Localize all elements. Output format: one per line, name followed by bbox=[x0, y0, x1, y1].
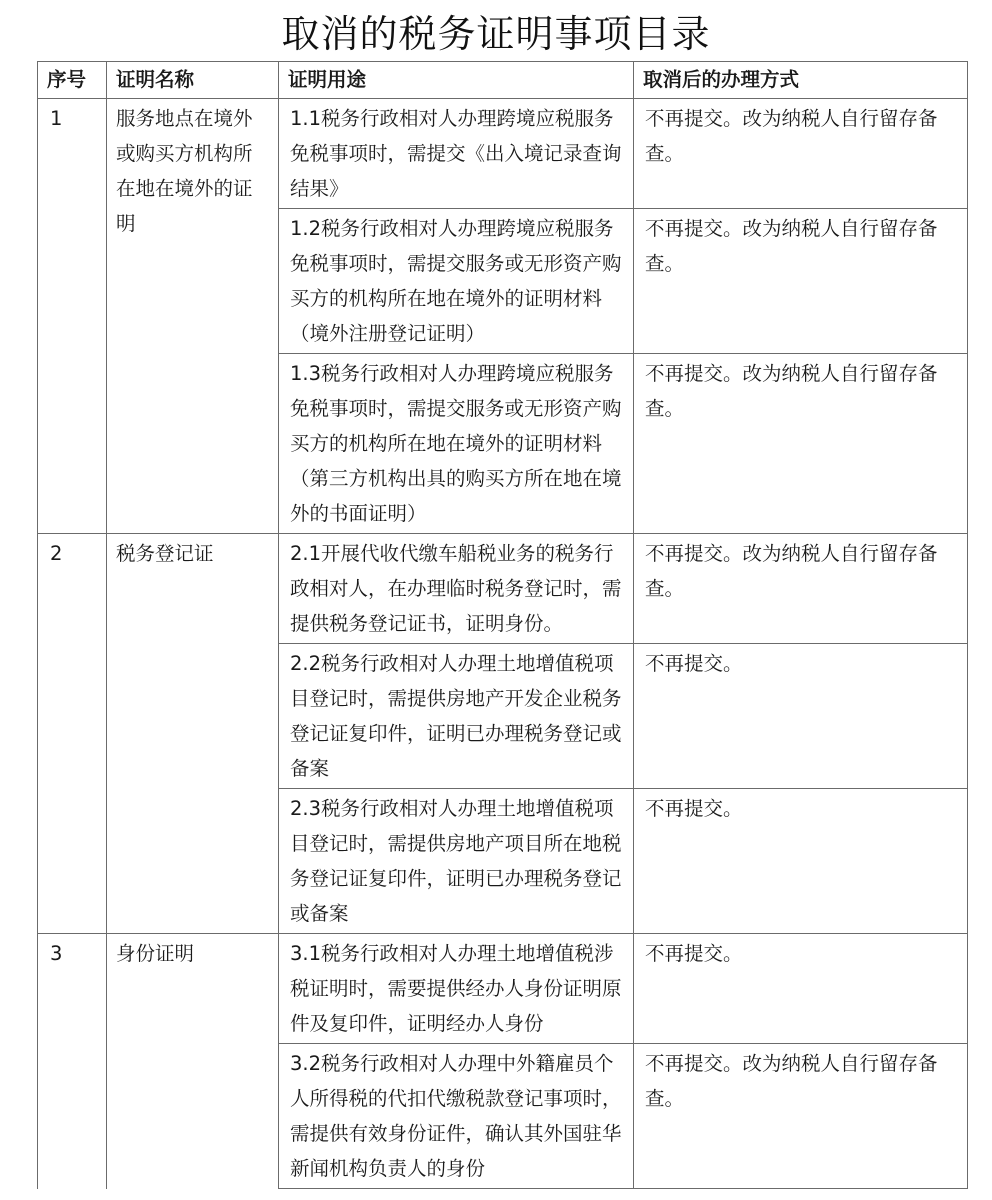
handling-method: 不再提交。 bbox=[634, 789, 968, 934]
handling-method: 不再提交。改为纳税人自行留存备查。 bbox=[634, 99, 968, 209]
header-handling-method: 取消后的办理方式 bbox=[634, 62, 968, 99]
handling-method: 不再提交。改为纳税人自行留存备查。 bbox=[634, 354, 968, 534]
serial-number: 3 bbox=[38, 934, 107, 1189]
handling-method: 不再提交。 bbox=[634, 934, 968, 1044]
table-row bbox=[38, 934, 968, 1044]
header-certificate-purpose: 证明用途 bbox=[279, 62, 634, 99]
handling-method: 不再提交。改为纳税人自行留存备查。 bbox=[634, 534, 968, 644]
certificate-purpose: 1.3税务行政相对人办理跨境应税服务免税事项时，需提交服务或无形资产购买方的机构所在地在境外的证明材料（第三方机构出具的购买方所在地在境外的书面证明） bbox=[279, 354, 634, 534]
certificate-purpose: 1.1税务行政相对人办理跨境应税服务免税事项时，需提交《出入境记录查询结果》 bbox=[279, 99, 634, 209]
header-serial-number: 序号 bbox=[38, 62, 107, 99]
serial-number: 2 bbox=[38, 534, 107, 934]
certificate-purpose: 2.2税务行政相对人办理土地增值税项目登记时，需提供房地产开发企业税务登记证复印件，证明已办理税务登记或备案 bbox=[279, 644, 634, 789]
certificate-name: 身份证明 bbox=[107, 934, 279, 1189]
certificate-name: 税务登记证 bbox=[107, 534, 279, 934]
table-header-row bbox=[38, 62, 968, 99]
certificate-purpose: 3.1税务行政相对人办理土地增值税涉税证明时，需要提供经办人身份证明原件及复印件，证明经办人身份 bbox=[279, 934, 634, 1044]
handling-method: 不再提交。改为纳税人自行留存备查。 bbox=[634, 1044, 968, 1189]
certificate-purpose: 2.3税务行政相对人办理土地增值税项目登记时，需提供房地产项目所在地税务登记证复印件，证明已办理税务登记或备案 bbox=[279, 789, 634, 934]
certificate-purpose: 1.2税务行政相对人办理跨境应税服务免税事项时，需提交服务或无形资产购买方的机构所在地在境外的证明材料（境外注册登记证明） bbox=[279, 209, 634, 354]
table-row bbox=[38, 534, 968, 644]
table-row bbox=[38, 99, 968, 209]
handling-method: 不再提交。 bbox=[634, 644, 968, 789]
serial-number: 1 bbox=[38, 99, 107, 534]
page-title: 取消的税务证明事项目录 bbox=[281, 12, 711, 56]
cancelled-certificates-table bbox=[37, 61, 968, 1189]
certificate-name: 服务地点在境外或购买方机构所在地在境外的证明 bbox=[107, 99, 279, 534]
header-certificate-name: 证明名称 bbox=[107, 62, 279, 99]
handling-method: 不再提交。改为纳税人自行留存备查。 bbox=[634, 209, 968, 354]
certificate-purpose: 3.2税务行政相对人办理中外籍雇员个人所得税的代扣代缴税款登记事项时，需提供有效身份证件，确认其外国驻华新闻机构负责人的身份 bbox=[279, 1044, 634, 1189]
certificate-purpose: 2.1开展代收代缴车船税业务的税务行政相对人，在办理临时税务登记时，需提供税务登记证书，证明身份。 bbox=[279, 534, 634, 644]
